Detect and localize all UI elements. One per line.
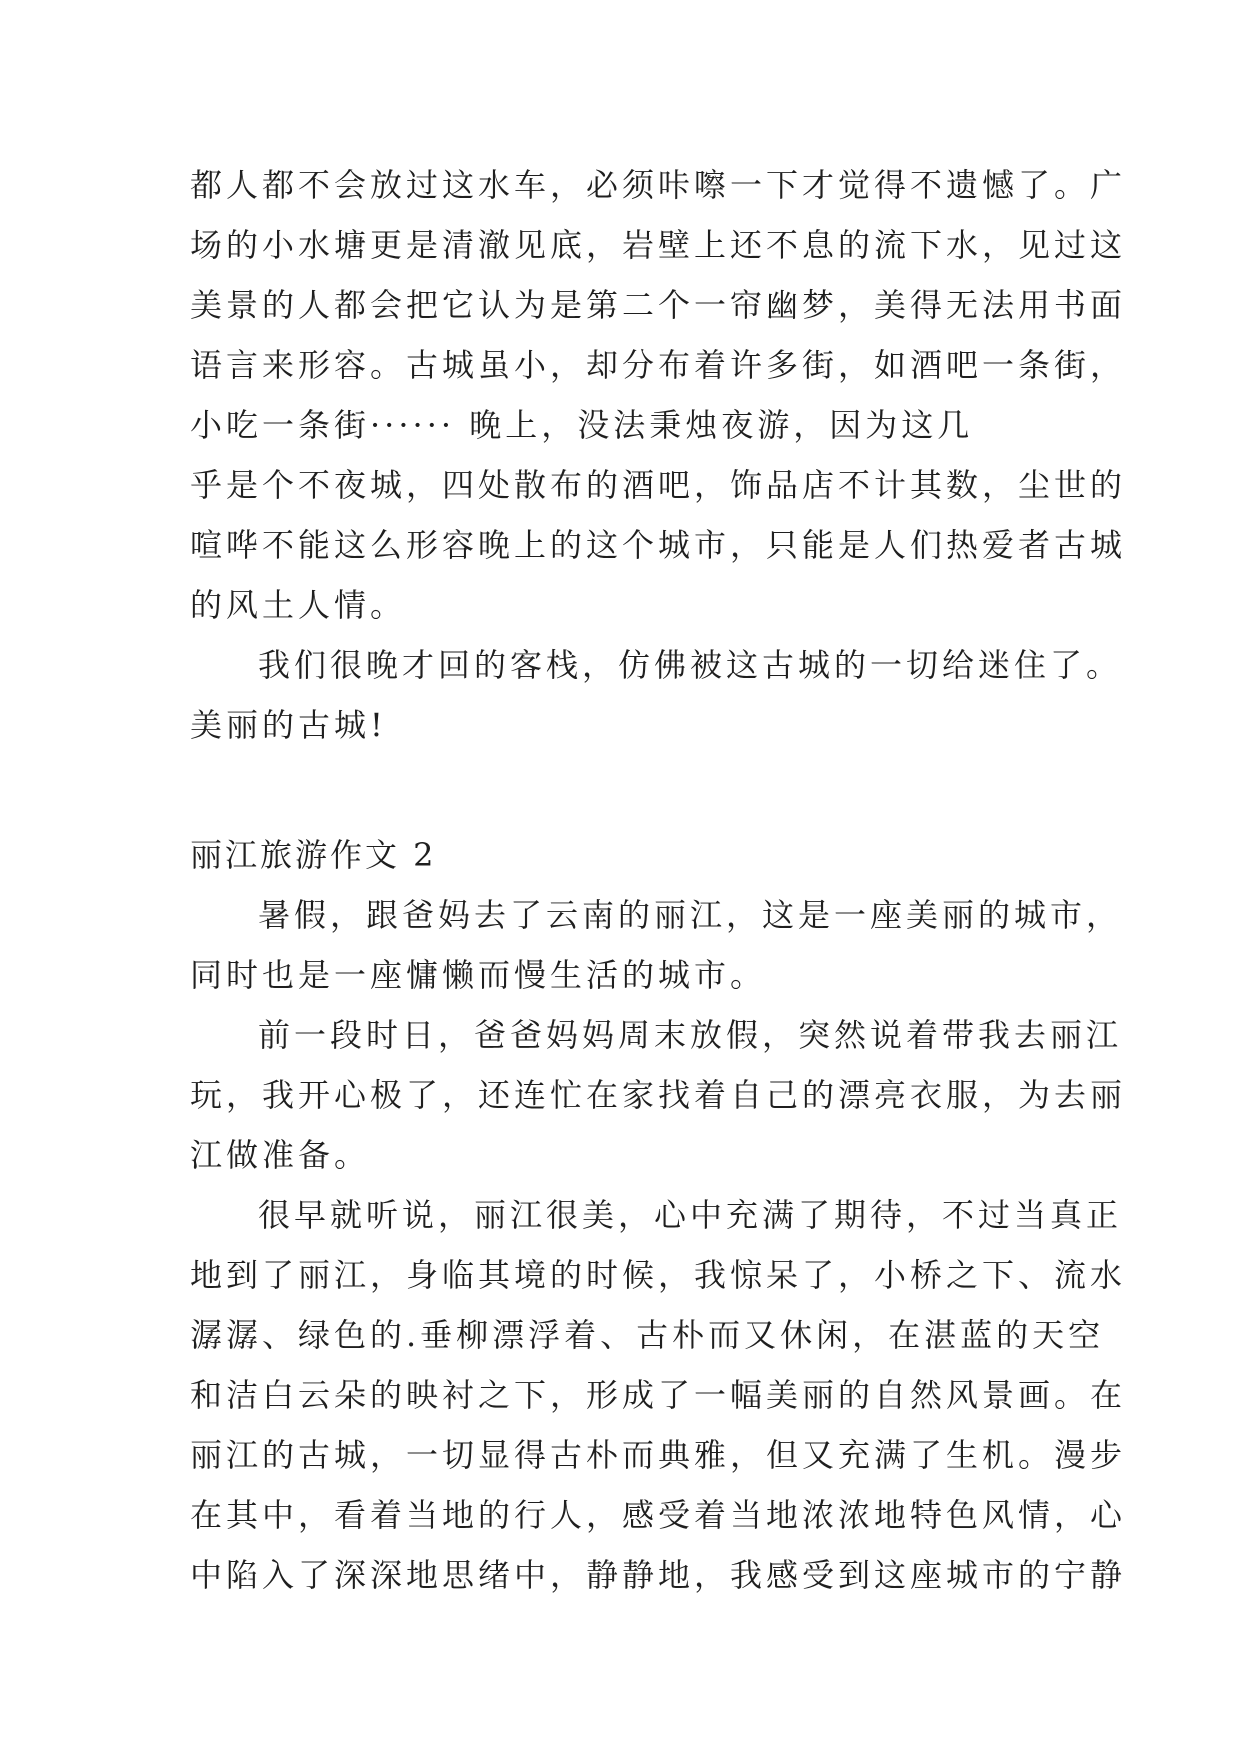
text-line: 丽江的古城，一切显得古朴而典雅，但又充满了生机。漫步 [190,1436,1127,1474]
text-line: 美景的人都会把它认为是第二个一帘幽梦，美得无法用书面 [190,286,1127,324]
text-line: 同时也是一座慵懒而慢生活的城市。 [190,956,767,994]
paragraph-first-line: 很早就听说，丽江很美，心中充满了期待，不过当真正 [258,1196,1123,1234]
text-line: 美丽的古城! [190,706,387,744]
paragraph-first-line: 暑假，跟爸妈去了云南的丽江，这是一座美丽的城市， [258,896,1123,934]
text-line: 都人都不会放过这水车，必须咔嚓一下才觉得不遗憾了。广 [190,166,1127,204]
text-line: 玩，我开心极了，还连忙在家找着自己的漂亮衣服，为去丽 [190,1076,1127,1114]
paragraph-first-line: 前一段时日，爸爸妈妈周末放假，突然说着带我去丽江 [258,1016,1123,1054]
text-line: 乎是个不夜城，四处散布的酒吧，饰品店不计其数，尘世的 [190,466,1127,504]
text-line: 小吃一条街······ 晚上，没法秉烛夜游，因为这几 [190,406,974,444]
text-line: 语言来形容。古城虽小，却分布着许多街，如酒吧一条街， [190,346,1127,384]
text-line: 地到了丽江，身临其境的时候，我惊呆了，小桥之下、流水 [190,1256,1127,1294]
text-line: 和洁白云朵的映衬之下，形成了一幅美丽的自然风景画。在 [190,1376,1127,1414]
text-line: 场的小水塘更是清澈见底，岩壁上还不息的流下水，见过这 [190,226,1127,264]
text-line: 喧哗不能这么形容晚上的这个城市，只能是人们热爱者古城 [190,526,1127,564]
text-line: 在其中，看着当地的行人，感受着当地浓浓地特色风情，心 [190,1496,1127,1534]
text-line: 中陷入了深深地思绪中，静静地，我感受到这座城市的宁静 [190,1556,1127,1594]
section-title: 丽江旅游作文 2 [190,836,437,874]
document-body [190,155,1127,1605]
text-line: 的风土人情。 [190,586,407,624]
section-spacer [190,755,1070,825]
paragraph-first-line: 我们很晚才回的客栈，仿佛被这古城的一切给迷住了。 [258,646,1123,684]
text-line: 江做准备。 [190,1136,371,1174]
text-line: 潺潺、绿色的.垂柳漂浮着、古朴而又休闲，在湛蓝的天空 [190,1316,1105,1354]
